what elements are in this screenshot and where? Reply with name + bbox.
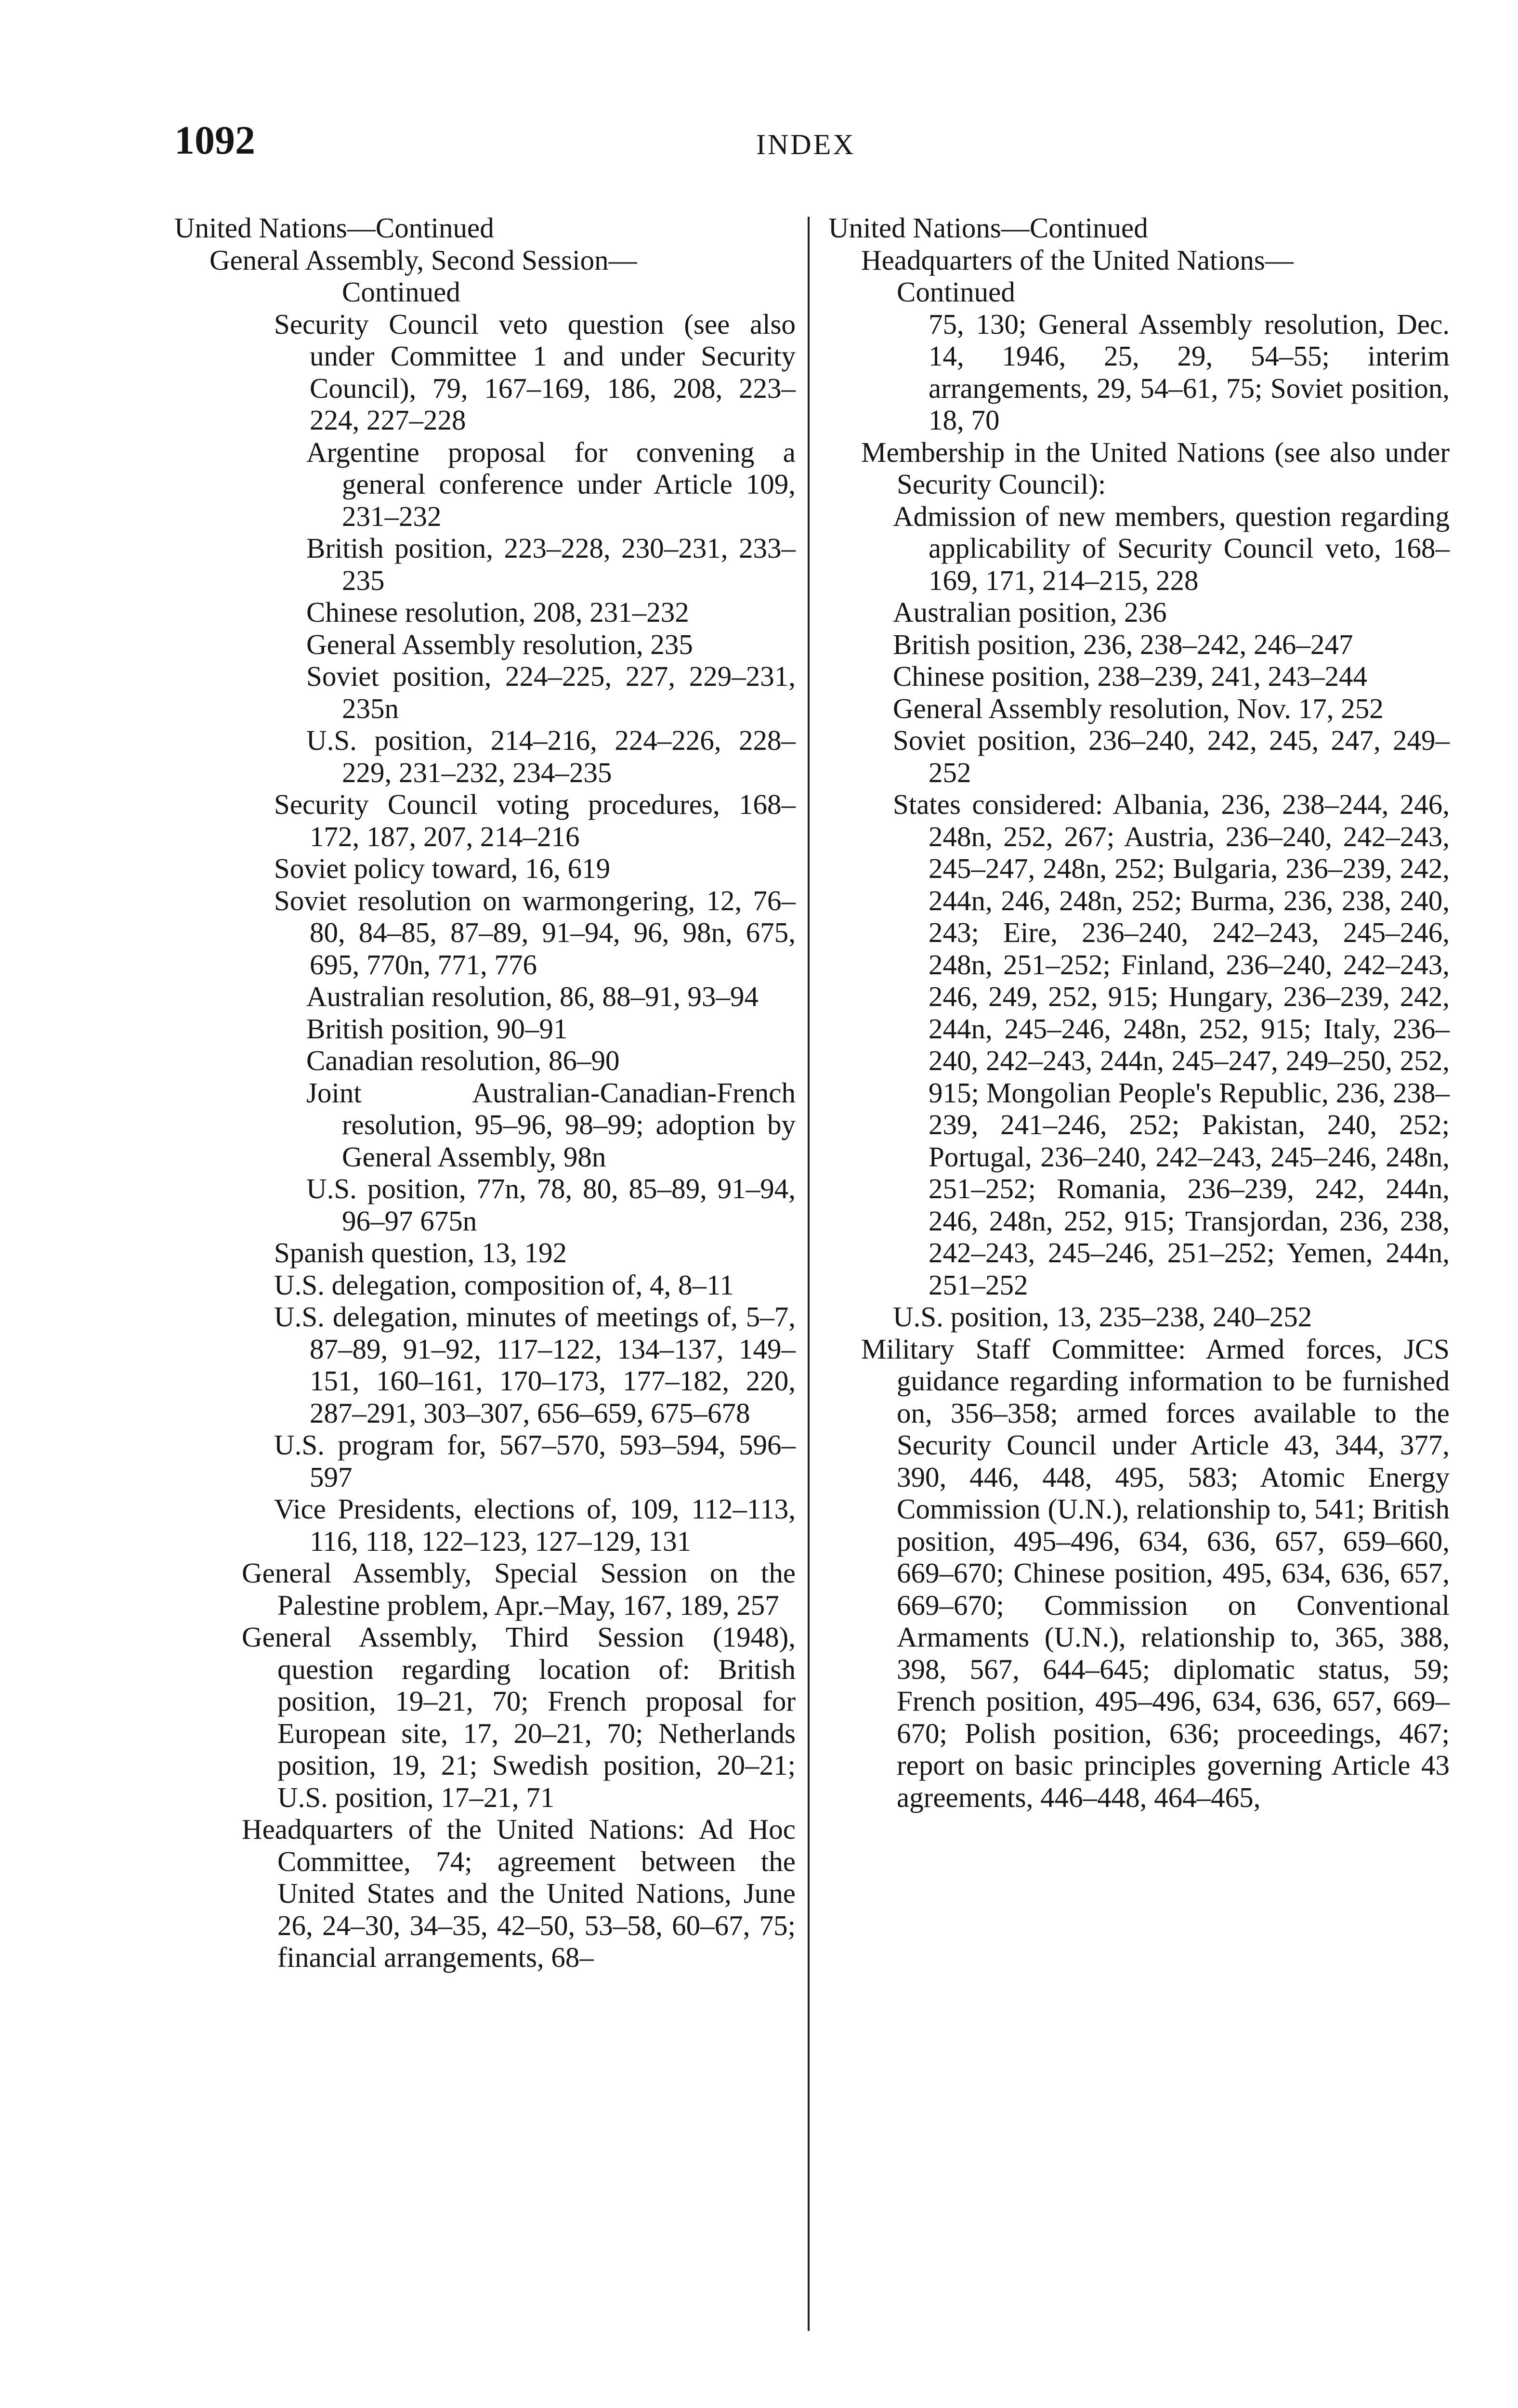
index-entry: Australian resolution, 86, 88–91, 93–94 (306, 981, 759, 1012)
right-column (828, 212, 1450, 1813)
index-entry: Joint Australian-Canadian-French resolution, 95–96, 98–99; adoption by General Assembly, 98n (306, 1076, 796, 1173)
left-column (174, 212, 796, 1974)
page-number: 1092 (174, 118, 255, 163)
index-entry: Canadian resolution, 86–90 (306, 1045, 620, 1076)
index-entry-continued: Continued (342, 276, 460, 308)
index-entry: Chinese resolution, 208, 231–232 (306, 596, 689, 628)
index-entry: U.S. position, 77n, 78, 80, 85–89, 91–94, 96–97 675n (306, 1173, 796, 1237)
index-entry: General Assembly resolution, 235 (306, 628, 693, 660)
index-entry: Soviet resolution on warmongering, 12, 76–80, 84–85, 87–89, 91–94, 96, 98n, 675, 695, 770n, 771, 776 (274, 884, 796, 981)
index-entry: Security Council voting procedures, 168–172, 187, 207, 214–216 (274, 788, 796, 852)
column-divider (808, 217, 810, 2331)
index-entry: General Assembly, Third Session (1948), question regarding location of: British position, 19–21, 70; French proposal for European site, 17, 20–21, 70; Netherlands position, 19, 21; Swedish position, 20–21; U.S. position, 17–21, 71 (242, 1621, 796, 1813)
index-entry: Membership in the United Nations (see also under Security Council): (861, 436, 1450, 500)
index-entry: General Assembly, Second Session— (209, 244, 637, 276)
index-entry: General Assembly, Special Session on the Palestine problem, Apr.–May, 167, 189, 257 (242, 1557, 796, 1621)
index-entry: States considered: Albania, 236, 238–244, 246, 248n, 252, 267; Austria, 236–240, 242–243, 245–247, 248n, 252; Bulgaria, 236–239, 242, 244n, 246, 248n, 252; Burma, 236, 238, 240, 243; Eire, 236–240, 242–243, 245–246, 248n, 251–252; Finland, 236–240, 242–243, 246, 249, 252, 915; Hungary, 236–239, 242, 244n, 245–246, 248n, 252, 915; Italy, 236–240, 242–243, 244n, 245–247, 249–250, 252, 915; Mongolian People's Republic, 236, 238–239, 241–246, 252; Pakistan, 240, 252; Portugal, 236–240, 242–243, 245–246, 248n, 251–252; Romania, 236–239, 242, 244n, 246, 248n, 252, 915; Transjordan, 236, 238, 242–243, 245–246, 251–252; Yemen, 244n, 251–252 (893, 788, 1450, 1301)
running-head: INDEX (756, 129, 856, 160)
index-entry: Vice Presidents, elections of, 109, 112–113, 116, 118, 122–123, 127–129, 131 (274, 1493, 796, 1557)
index-entry: Military Staff Committee: Armed forces, JCS guidance regarding information to be furnished on, 356–358; armed forces available to the Security Council under Article 43, 344, 377, 390, 446, 448, 495, 583; Atomic Energy Commission (U.N.), relationship to, 541; British position, 495–496, 634, 636, 657, 659–660, 669–670; Chinese position, 495, 634, 636, 657, 669–670; Commission on Conventional Armaments (U.N.), relationship to, 365, 388, 398, 567, 644–645; diplomatic status, 59; French position, 495–496, 634, 636, 657, 669–670; Polish position, 636; proceedings, 467; report on basic principles governing Article 43 agreements, 446–448, 464–465, (861, 1333, 1450, 1813)
index-entry: Australian position, 236 (893, 596, 1167, 628)
index-entry: U.S. position, 214–216, 224–226, 228–229, 231–232, 234–235 (306, 724, 796, 788)
index-entry: Soviet position, 236–240, 242, 245, 247, 249–252 (893, 724, 1450, 788)
index-entry: United Nations—Continued (828, 212, 1148, 244)
index-entry: Admission of new members, question regarding applicability of Security Council veto, 168–169, 171, 214–215, 228 (893, 500, 1450, 596)
index-entry-continued: Continued (897, 276, 1015, 308)
index-entry: General Assembly resolution, Nov. 17, 252 (893, 692, 1384, 724)
index-entry: U.S. delegation, composition of, 4, 8–11 (274, 1269, 734, 1301)
index-entry: British position, 236, 238–242, 246–247 (893, 628, 1353, 660)
index-entry: Soviet position, 224–225, 227, 229–231, 235n (306, 660, 796, 724)
index-entry: U.S. delegation, minutes of meetings of, 5–7, 87–89, 91–92, 117–122, 134–137, 149–151, 160–161, 170–173, 177–182, 220, 287–291, 303–307, 656–659, 675–678 (274, 1301, 796, 1429)
index-entry: Chinese position, 238–239, 241, 243–244 (893, 660, 1367, 692)
index-entry: U.S. program for, 567–570, 593–594, 596–597 (274, 1429, 796, 1493)
index-entry: British position, 223–228, 230–231, 233–235 (306, 532, 796, 596)
index-entry: British position, 90–91 (306, 1012, 568, 1045)
index-entry: Argentine proposal for convening a general conference under Article 109, 231–232 (306, 436, 796, 532)
index-entry: 75, 130; General Assembly resolution, Dec. 14, 1946, 25, 29, 54–55; interim arrangements, 29, 54–61, 75; Soviet position, 18, 70 (929, 308, 1450, 436)
index-entry: U.S. position, 13, 235–238, 240–252 (893, 1301, 1312, 1333)
index-entry: Headquarters of the United Nations: Ad Hoc Committee, 74; agreement between the United States and the United Nations, June 26, 24–30, 34–35, 42–50, 53–58, 60–67, 75; financial arrangements, 68– (242, 1813, 796, 1973)
index-entry: Spanish question, 13, 192 (274, 1237, 567, 1269)
index-entry: United Nations—Continued (174, 212, 494, 244)
index-entry: Soviet policy toward, 16, 619 (274, 852, 611, 884)
index-entry: Security Council veto question (see also under Committee 1 and under Security Council), 79, 167–169, 186, 208, 223–224, 227–228 (274, 308, 796, 436)
index-entry: Headquarters of the United Nations— (861, 244, 1294, 276)
